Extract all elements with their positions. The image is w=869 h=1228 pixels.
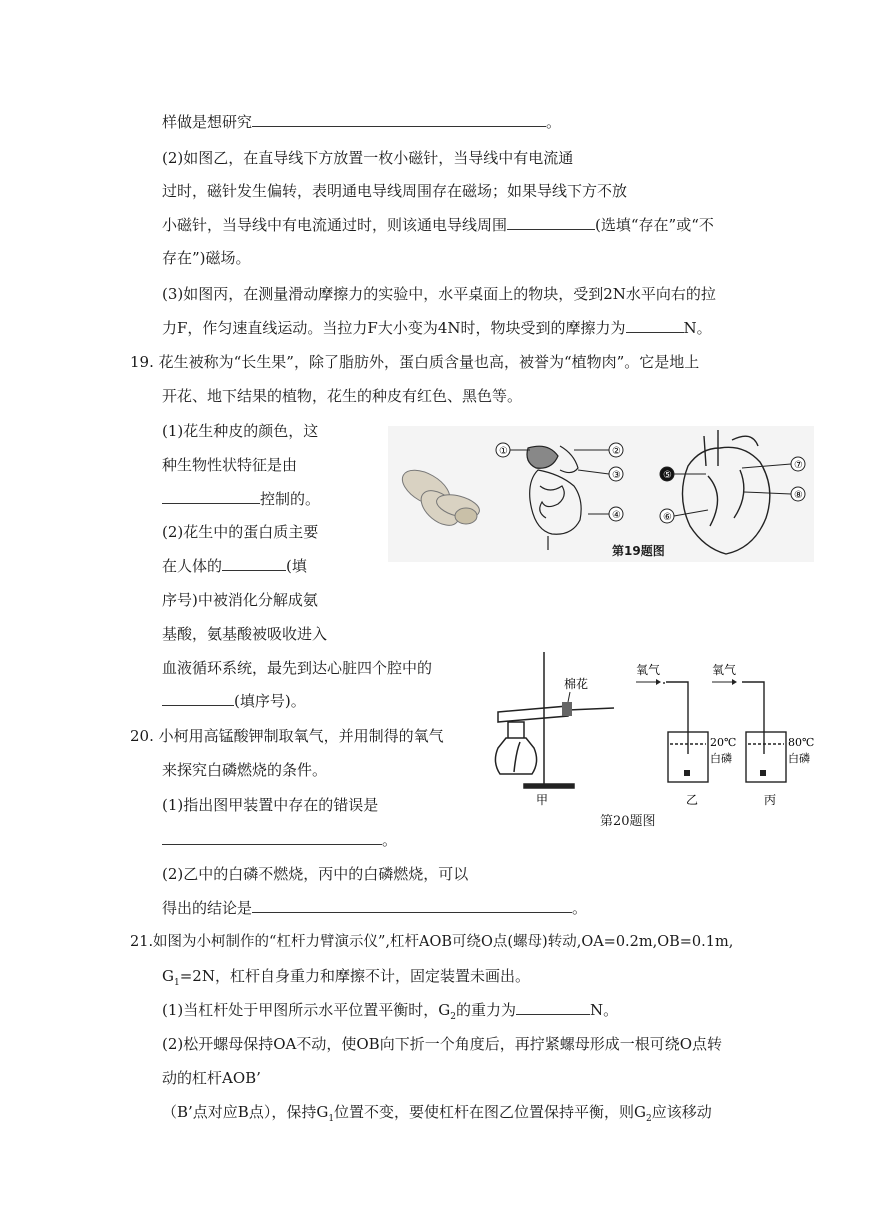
text-line: [162, 760, 327, 780]
text-segment: (选填“存在”或“不: [595, 216, 714, 234]
text-segment: (2)花生中的蛋白质主要: [162, 523, 319, 541]
text-segment: (2)松开螺母保持OA不动，使OB向下折一个角度后，再拧紧螺母形成一根可绕O点转: [162, 1035, 722, 1053]
text-line: [162, 898, 587, 918]
label-2: ②: [612, 446, 621, 457]
text-segment: 动的杠杆AOB’: [162, 1069, 261, 1087]
figure-20-caption: 第20题图: [600, 814, 656, 829]
text-line: [162, 1000, 618, 1027]
cotton-plug: [562, 702, 572, 716]
text-segment: 样做是想研究: [162, 113, 253, 131]
label-bing: 丙: [764, 793, 777, 807]
answer-blank[interactable]: [162, 830, 382, 845]
label-8: ⑧: [794, 490, 803, 501]
question-20: [130, 726, 444, 746]
label-6: ⑥: [663, 512, 672, 523]
figure-20: [484, 648, 815, 808]
subscript: 2: [646, 1114, 652, 1124]
question-21: [130, 932, 733, 952]
text-segment: 种生物性状特征是由: [162, 456, 298, 474]
text-segment: 存在”)磁场。: [162, 249, 251, 267]
subscript: 1: [328, 1114, 335, 1124]
figure-19-caption: 第19题图: [612, 544, 665, 558]
text-line: [162, 455, 297, 475]
text-segment: 。: [382, 831, 398, 849]
figure-19: [388, 426, 814, 562]
phosphorus-bing: 白磷: [788, 752, 810, 765]
text-segment: (填序号)。: [234, 692, 306, 710]
text-segment: 来探究白磷燃烧的条件。: [162, 761, 328, 779]
phosphorus-piece: [760, 770, 766, 776]
text-line: [162, 1068, 261, 1088]
answer-blank[interactable]: [222, 556, 286, 571]
text-line: [162, 522, 318, 542]
text-line: [162, 215, 714, 235]
text-line: [162, 556, 307, 576]
phosphorus-yi: 白磷: [710, 752, 732, 765]
text-segment: 小磁针，当导线中有电流通过时，则该通电导线周围: [162, 216, 508, 234]
text-line: [162, 966, 530, 993]
answer-blank[interactable]: [516, 1000, 590, 1015]
label-1: ①: [499, 446, 508, 457]
text-segment: (2)乙中的白磷不燃烧，丙中的白磷燃烧，可以: [162, 865, 469, 883]
text-segment: 控制的。: [260, 490, 321, 508]
question-19: [130, 352, 699, 372]
answer-blank[interactable]: [626, 318, 684, 333]
text-segment: 过时，磁针发生偏转，表明通电导线周围存在磁场；如果导线下方不放: [162, 182, 628, 200]
text-segment: 。: [572, 899, 588, 917]
text-line: [162, 284, 716, 304]
cotton-pointer: [568, 692, 570, 702]
text-segment: 力F，作匀速直线运动。当拉力F大小变为4N时，物块受到的摩擦力为: [162, 319, 626, 337]
text-line: [162, 1102, 712, 1129]
text-segment: 开花、地下结果的植物，花生的种皮有红色、黑色等。: [162, 387, 523, 405]
text-segment: （B’点对应B点），保持G: [162, 1103, 329, 1121]
text-segment: 血液循环系统，最先到达心脏四个腔中的: [162, 659, 433, 677]
answer-blank[interactable]: [162, 489, 260, 504]
arrow-head-bing: [732, 679, 737, 685]
answer-blank[interactable]: [507, 215, 595, 230]
text-line: [162, 181, 627, 201]
answer-blank[interactable]: [252, 898, 572, 913]
text-segment: 得出的结论是: [162, 899, 253, 917]
label-3: ③: [612, 470, 621, 481]
label-cotton: 棉花: [564, 677, 589, 691]
text-line: [162, 691, 306, 711]
arrow-head-yi: [656, 679, 661, 685]
label-5: ⑤: [663, 470, 672, 481]
beaker-bing: [742, 682, 786, 782]
text-line: [162, 112, 561, 132]
text-line: [162, 658, 432, 678]
label-yi: 乙: [686, 793, 699, 807]
text-segment: 20. 小柯用高锰酸钾制取氧气，并用制得的氧气: [130, 727, 444, 745]
subscript: 2: [450, 1012, 456, 1022]
text-line: [162, 421, 318, 441]
text-segment: N。: [683, 319, 712, 337]
text-segment: 序号)中被消化分解成氨: [162, 591, 318, 609]
text-line: [162, 248, 251, 268]
text-line: [162, 864, 468, 884]
text-segment: 在人体的: [162, 557, 223, 575]
text-segment: 。: [546, 113, 562, 131]
text-line: [162, 795, 378, 815]
text-segment: 基酸，氨基酸被吸收进入: [162, 625, 328, 643]
text-line: [162, 386, 522, 406]
text-segment: (1)当杠杆处于甲图所示水平位置平衡时，G: [162, 1001, 451, 1019]
label-jia: 甲: [536, 793, 549, 807]
apparatus-jia: [495, 652, 614, 788]
text-line: [162, 590, 318, 610]
text-line: [162, 624, 327, 644]
text-segment: =2N，杠杆自身重力和摩擦不计，固定装置未画出。: [179, 967, 530, 985]
text-line: [162, 1034, 722, 1054]
text-line: [162, 489, 320, 509]
label-4: ④: [612, 510, 621, 521]
text-line: [162, 318, 712, 338]
text-line: [162, 148, 573, 168]
text-segment: 的重力为: [455, 1001, 516, 1019]
label-7: ⑦: [794, 460, 803, 471]
text-segment: (填: [286, 557, 307, 575]
text-segment: N。: [589, 1001, 619, 1019]
answer-blank[interactable]: [162, 691, 234, 706]
text-segment: 应该移动: [651, 1103, 712, 1121]
text-segment: G: [162, 967, 174, 985]
subscript: 1: [173, 978, 180, 988]
temp-bing: 80℃: [788, 736, 815, 749]
temp-yi: 20℃: [710, 736, 737, 749]
beaker-yi: [664, 682, 708, 782]
text-segment: (1)指出图甲装置中存在的错误是: [162, 796, 379, 814]
phosphorus-piece: [684, 770, 690, 776]
text-segment: 位置不变，要使杠杆在图乙位置保持平衡，则G: [334, 1103, 647, 1121]
answer-blank[interactable]: [252, 112, 546, 127]
text-segment: 19. 花生被称为“长生果”，除了脂肪外，蛋白质含量也高，被誉为“植物肉”。它是地上: [130, 353, 700, 371]
text-line: [162, 830, 397, 850]
text-segment: (2)如图乙，在直导线下方放置一枚小磁针，当导线中有电流通: [162, 149, 574, 167]
text-segment: (3)如图丙，在测量滑动摩擦力的实验中，水平桌面上的物块，受到2N水平向右的拉: [162, 285, 716, 303]
text-segment: (1)花生种皮的颜色，这: [162, 422, 319, 440]
label-oxygen-yi: 氧气: [636, 663, 661, 677]
text-segment: 21.如图为小柯制作的“杠杆力臂演示仪”,杠杆AOB可绕O点(螺母)转动,OA=0.2m,OB=0.1m,: [130, 934, 734, 950]
label-oxygen-bing: 氧气: [712, 663, 737, 677]
